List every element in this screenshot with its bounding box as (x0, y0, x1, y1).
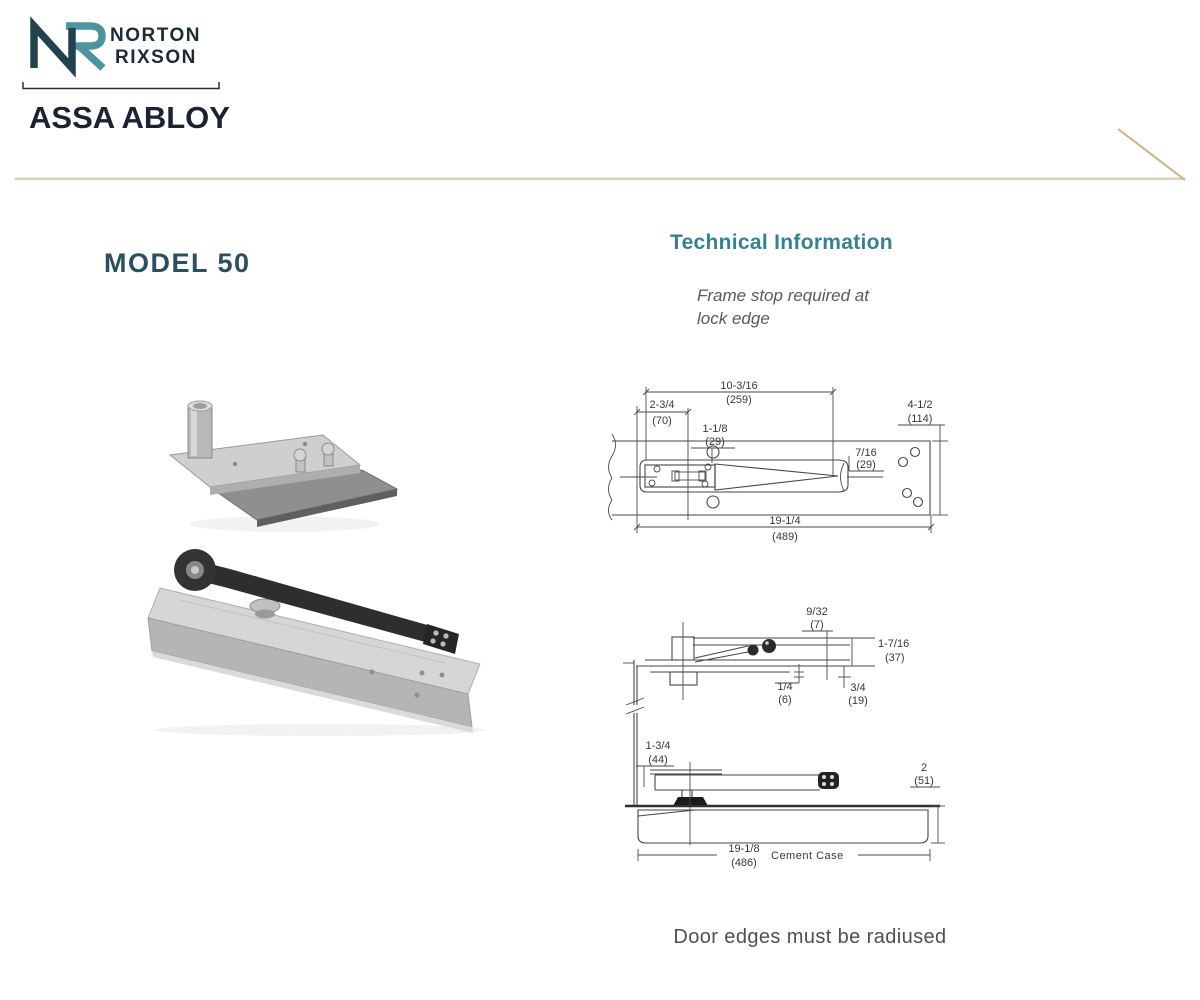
product-photo-floor-closer (140, 542, 500, 737)
dim-top-width-mm: (259) (726, 394, 752, 406)
product-photo-top-pivot (155, 392, 405, 537)
note-line-1: Frame stop required at (697, 286, 869, 305)
dim-clearance-in: 9/32 (806, 606, 828, 618)
dim-case-mm: (486) (731, 857, 757, 869)
dim-height-in: 1-7/16 (878, 638, 910, 650)
dim-height-mm: (37) (885, 652, 905, 664)
dim-hole-offset-in: 1-1/8 (702, 423, 728, 435)
dim-edge-in: 1-3/4 (645, 740, 671, 752)
norton-rixson-logo (22, 14, 232, 136)
logo-bracket-line (23, 82, 219, 89)
brand-assa-abloy: ASSA ABLOY (29, 100, 230, 135)
dim-arm-gap-in: 7/16 (855, 447, 877, 459)
frame-stop-note (697, 284, 869, 330)
dim-overall-mm: (489) (772, 531, 798, 543)
dim-backset-mm: (70) (652, 415, 672, 427)
brand-norton: NORTON (110, 25, 201, 46)
dim-offset-in: 3/4 (850, 682, 866, 694)
cement-case-label: Cement Case (771, 850, 844, 862)
dim-clearance-mm: (7) (810, 619, 824, 631)
dim-case-in: 19-1/8 (728, 843, 760, 855)
dim-edge-mm: (44) (648, 754, 668, 766)
section-title: Technical Information (670, 231, 893, 254)
drawing-top-view (595, 368, 965, 550)
corner-diagonal-decoration (1108, 124, 1192, 184)
dim-depth-in: 2 (920, 762, 928, 774)
dim-offset-small-in: 1/4 (777, 681, 793, 693)
dim-backset-in: 2-3/4 (649, 399, 675, 411)
dim-plate-height-mm: (114) (907, 413, 933, 425)
dim-plate-height-in: 4-1/2 (907, 399, 933, 411)
model-title: MODEL 50 (104, 248, 251, 278)
brand-rixson: RIXSON (115, 47, 197, 68)
dim-depth-mm: (51) (914, 775, 934, 787)
dim-offset-small-mm: (6) (778, 694, 792, 706)
drawing-side-view (595, 588, 985, 888)
note-line-2: lock edge (697, 309, 770, 328)
header-rule (15, 178, 1185, 180)
door-edge-note: Door edges must be radiused (673, 926, 947, 948)
dim-hole-offset-mm: (29) (705, 436, 725, 448)
dim-top-width-in: 10-3/16 (720, 380, 758, 392)
nr-monogram-icon (34, 26, 103, 68)
dim-arm-gap-mm: (29) (856, 459, 876, 471)
dim-overall-in: 19-1/4 (769, 515, 801, 527)
dim-offset-mm: (19) (848, 695, 868, 707)
